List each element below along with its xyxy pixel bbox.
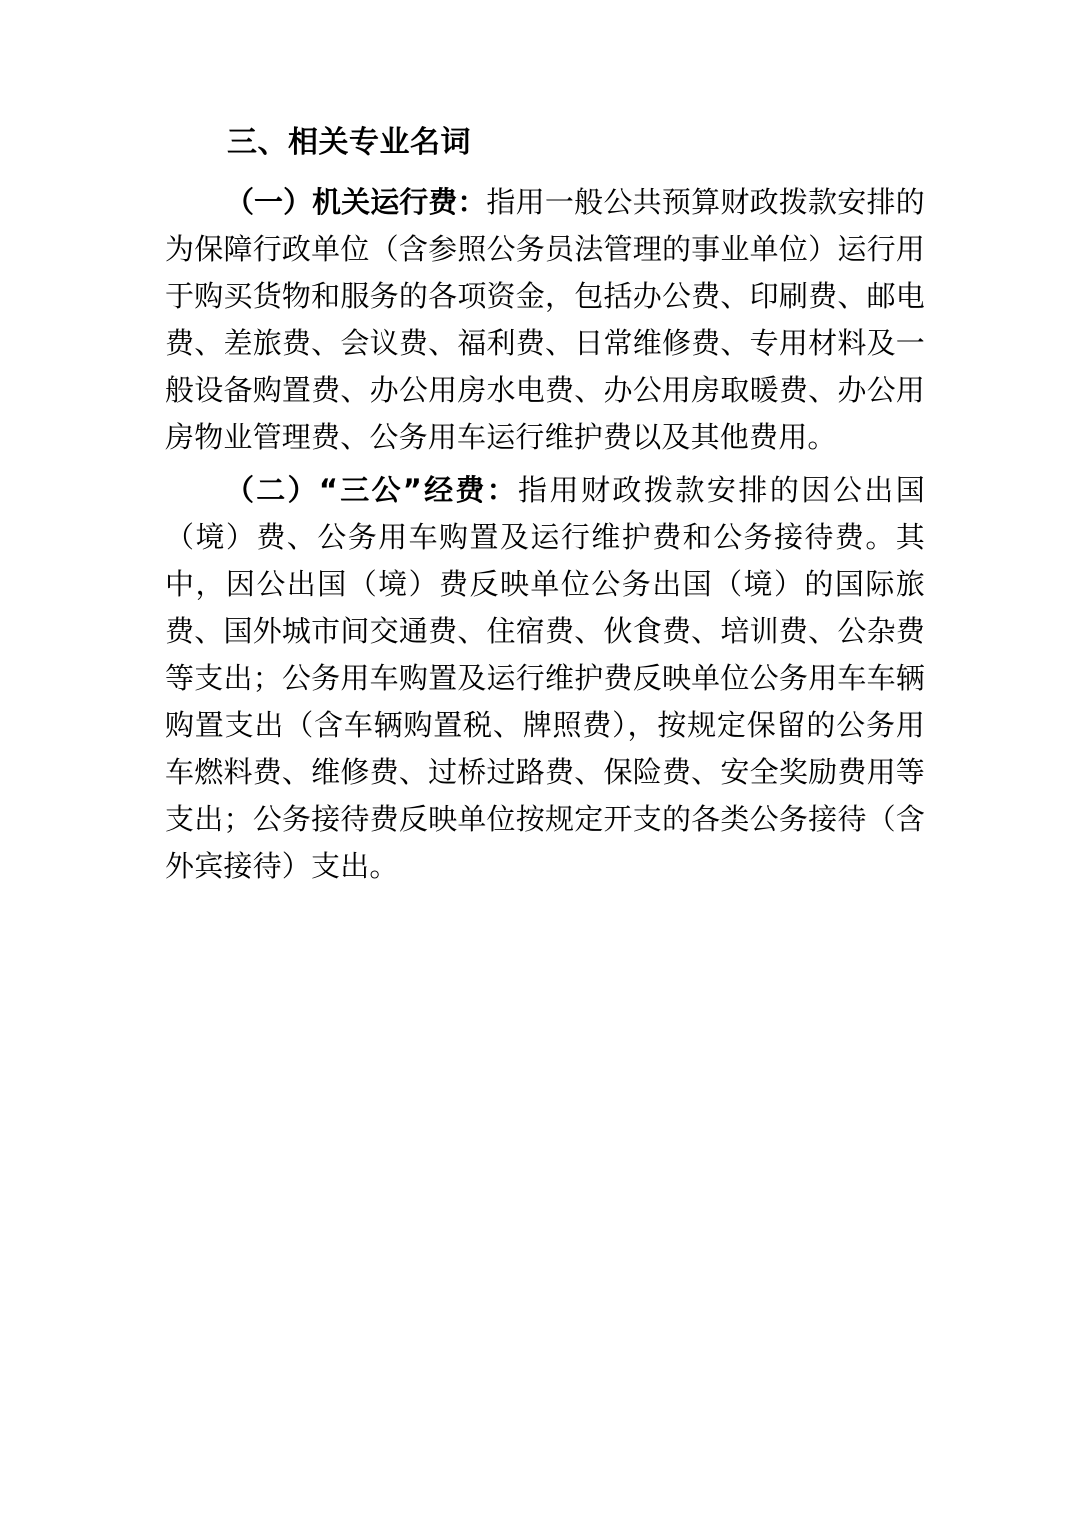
section-heading: 三、相关专业名词 — [227, 125, 471, 160]
paragraph-three-public-expenses — [165, 467, 925, 890]
document-body — [165, 120, 925, 906]
paragraph-text-1: 指用一般公共预算财政拨款安排的为保障行政单位（含参照公务员法管理的事业单位）运行用于购买货物和服务的各项资金，包括办公费、印刷费、邮电费、差旅费、会议费、福利费、日常维修费、专用材料及一般设备购置费、办公用房水电费、办公用房取暖费、办公用房物业管理费、公务用车运行维护费以及其他费用。 — [165, 185, 925, 454]
paragraph-text-2: 指用财政拨款安排的因公出国（境）费、公务用车购置及运行维护费和公务接待费。其中，因公出国（境）费反映单位公务出国（境）的国际旅费、国外城市间交通费、住宿费、伙食费、培训费、公杂费等支出；公务用车购置及运行维护费反映单位公务用车车辆购置支出（含车辆购置税、牌照费），按规定保留的公务用车燃料费、维修费、过桥过路费、保险费、安全奖励费用等支出；公务接待费反映单位按规定开支的各类公务接待（含外宾接待）支出。 — [165, 472, 925, 883]
page-bottom-spacer — [165, 896, 925, 906]
paragraph-lead-label-2: （二）“三公”经费： — [225, 472, 518, 507]
paragraph-lead-label-1: （一）机关运行费： — [225, 185, 487, 219]
paragraph-organ-operating-expenses — [165, 179, 925, 461]
